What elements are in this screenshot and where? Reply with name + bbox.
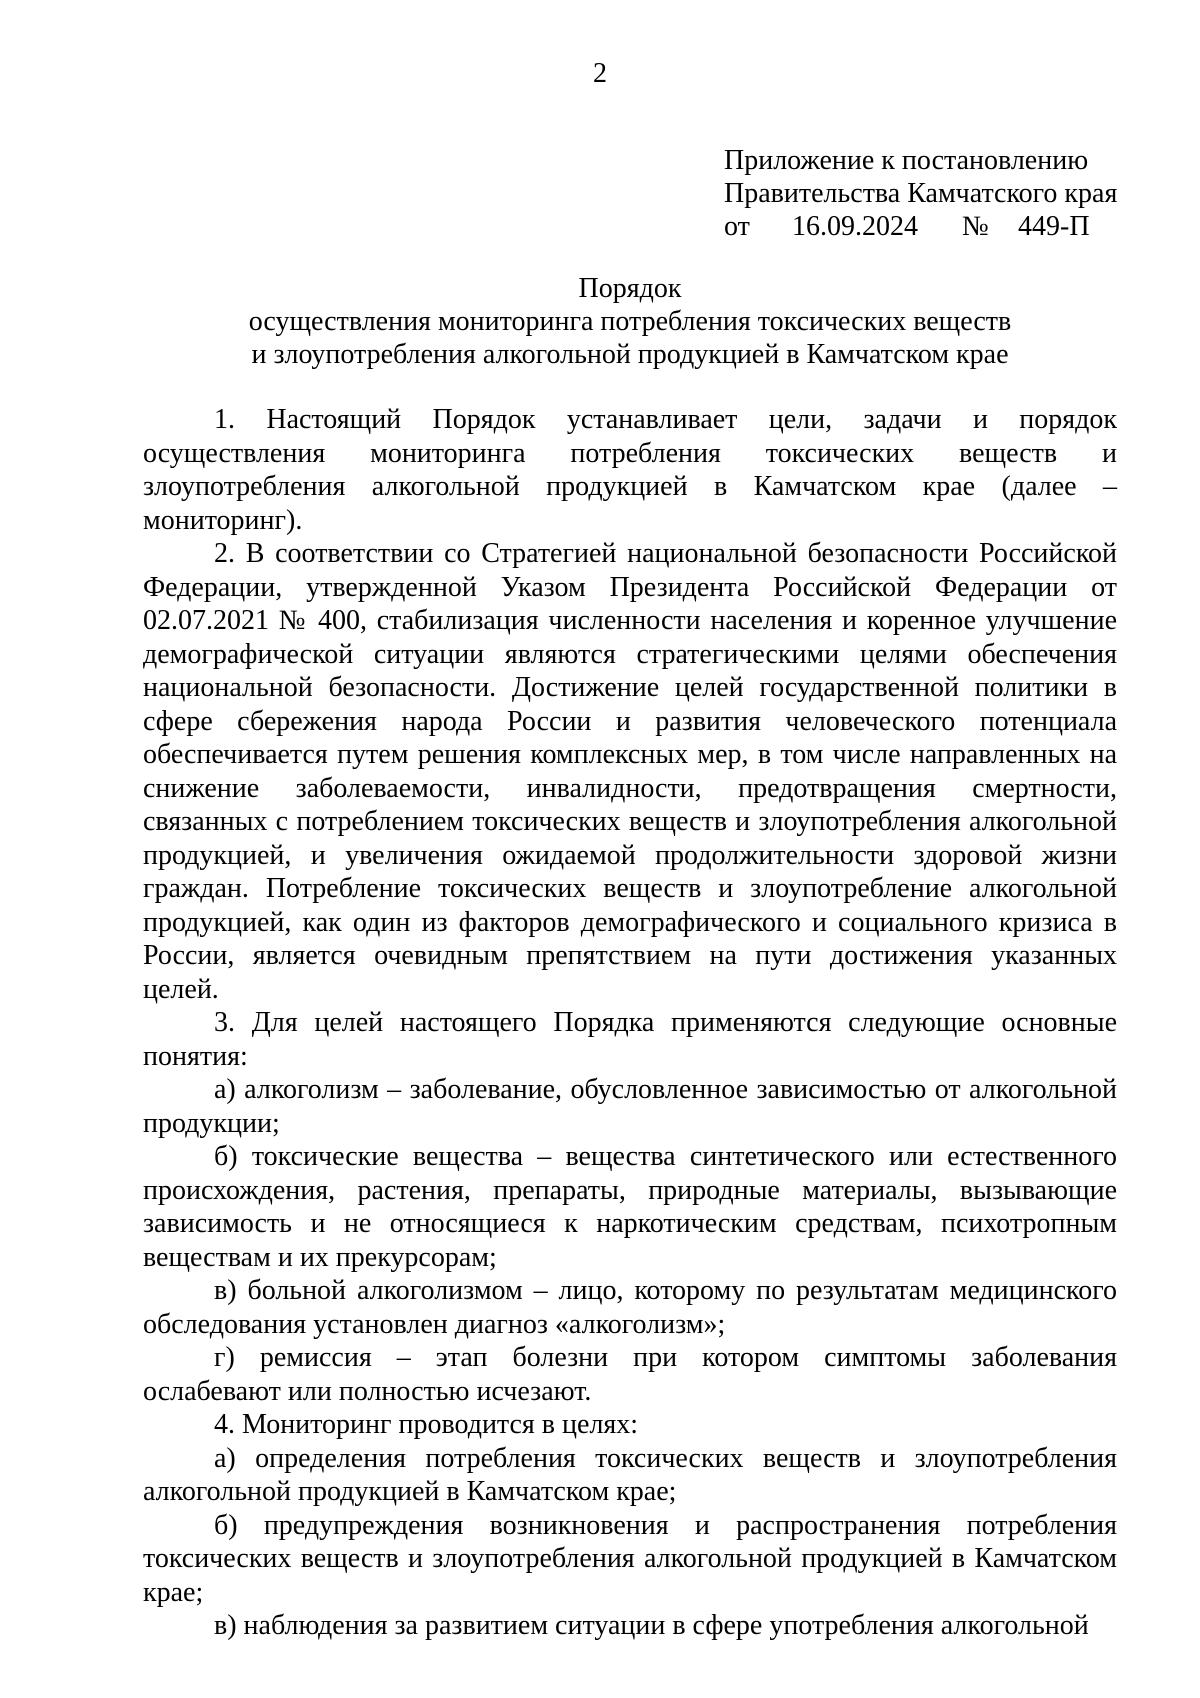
page-number: 2	[593, 58, 607, 89]
paragraph-4: 4. Мониторинг проводится в целях:	[214, 1409, 639, 1440]
paragraph-2: 2. В соответствии со Стратегией национальной безопасности Российской Федерации, утвержденной Указом Президента Российской Федерации от 02.07.2021 № 400, стабилизация численности населения и коренное улучшение демографической ситуации являются стратегическими целями обеспечения национальной безопасности. Достижение целей государственной политики в сфере сбережения народа России и развития человеческого потенциала обеспечивается путем решения комплексных мер, в том числе направленных на снижение заболеваемости, инвалидности, предотвращения смертности, связанных с потреблением токсических веществ и злоупотребления алкогольной продукцией, и увеличения ожидаемой продолжительности здоровой жизни граждан. Потребление токсических веществ и злоупотребление алкогольной продукцией, как один из факторов демографического и социального кризиса в России, является очевидным препятствием на пути достижения указанных целей.	[143, 538, 1117, 1005]
appendix-ot-label: от	[724, 211, 750, 242]
paragraph-4v: в) наблюдения за развитием ситуации в сфере употребления алкогольной	[214, 1610, 1089, 1641]
appendix-line-2: Правительства Камчатского края	[724, 178, 1118, 209]
appendix-number: 449-П	[1018, 211, 1090, 242]
paragraph-3v: в) больной алкоголизмом – лицо, которому по результатам медицинского обследования установлен диагноз «алкоголизм»;	[143, 1275, 1117, 1340]
appendix-date-line	[724, 210, 1117, 243]
appendix-header	[724, 144, 1117, 243]
appendix-date: 16.09.2024	[792, 211, 918, 242]
document-body	[143, 403, 1117, 1643]
document-title	[140, 272, 1120, 371]
paragraph-4a: а) определения потребления токсических веществ и злоупотребления алкогольной продукцией в Камчатском крае;	[143, 1442, 1117, 1507]
paragraph-3a: а) алкоголизм – заболевание, обусловленное зависимостью от алкогольной продукции;	[143, 1074, 1117, 1139]
title-line-2: осуществления мониторинга потребления токсических веществ	[248, 306, 1012, 337]
appendix-number-sign: №	[962, 211, 989, 242]
paragraph-4b: б) предупреждения возникновения и распространения потребления токсических веществ и злоупотребления алкогольной продукцией в Камчатском крае;	[143, 1509, 1117, 1608]
title-line-1: Порядок	[578, 273, 682, 304]
paragraph-3g: г) ремиссия – этап болезни при котором симптомы заболевания ослабевают или полностью исчезают.	[143, 1342, 1117, 1407]
title-line-3: и злоупотребления алкогольной продукцией в Камчатском крае	[251, 339, 1009, 370]
paragraph-3b: б) токсические вещества – вещества синтетического или естественного происхождения, растения, препараты, природные материалы, вызывающие зависимость и не относящиеся к наркотическим средствам, психотропным веществам и их прекурсорам;	[143, 1141, 1117, 1273]
paragraph-3: 3. Для целей настоящего Порядка применяются следующие основные понятия:	[143, 1007, 1117, 1072]
appendix-line-1: Приложение к постановлению	[724, 145, 1089, 176]
paragraph-1: 1. Настоящий Порядок устанавливает цели, задачи и порядок осуществления мониторинга потребления токсических веществ и злоупотребления алкогольной продукцией в Камчатском крае (далее – мониторинг).	[143, 404, 1117, 536]
